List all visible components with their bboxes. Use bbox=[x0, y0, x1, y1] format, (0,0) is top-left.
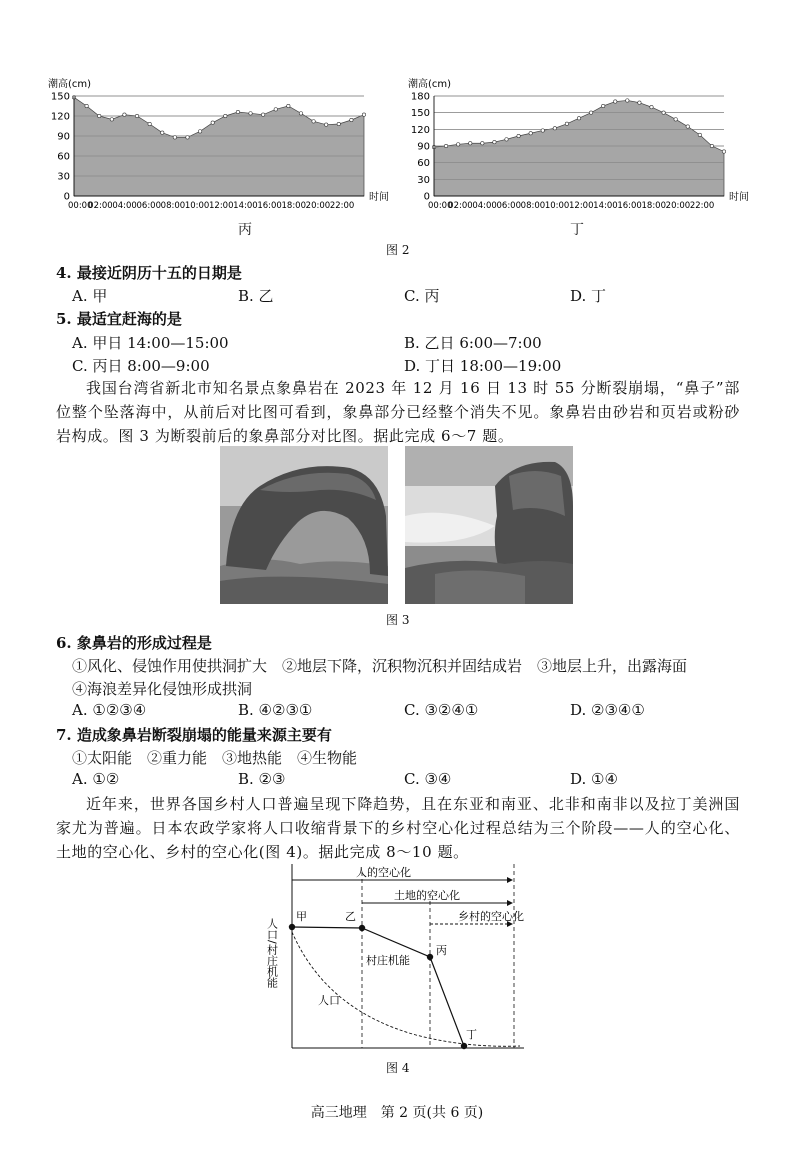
ding-point bbox=[674, 118, 677, 121]
bing-xtick: 00:00 bbox=[68, 201, 93, 211]
label-people-hollowing: 人的空心化 bbox=[356, 866, 411, 879]
ding-xtick: 00:00 bbox=[428, 201, 453, 211]
figure-2-caption: 图 2 bbox=[386, 243, 410, 257]
bing-xtick: 10:00 bbox=[184, 201, 210, 211]
bing-point bbox=[186, 136, 189, 139]
chart-label-bing: 丙 bbox=[238, 222, 252, 238]
ding-point bbox=[698, 133, 701, 136]
chart-label-ding: 丁 bbox=[570, 222, 584, 238]
ding-point bbox=[469, 142, 472, 145]
q7-option-d: D. ①④ bbox=[570, 770, 618, 788]
tide-chart-ding bbox=[400, 74, 760, 224]
ding-ytick: 150 bbox=[410, 108, 430, 120]
ding-point bbox=[481, 142, 484, 145]
photo-before-collapse bbox=[220, 446, 388, 604]
ding-point bbox=[589, 111, 592, 114]
bing-ylabel: 潮高(cm) bbox=[48, 79, 92, 90]
ding-xtick: 08:00 bbox=[520, 201, 546, 211]
bing-point bbox=[161, 131, 164, 134]
bing-xtick: 06:00 bbox=[136, 201, 161, 211]
bing-xtick: 20:00 bbox=[305, 201, 331, 211]
ding-point bbox=[722, 150, 725, 153]
bing-xlabel: 时间 bbox=[369, 192, 389, 203]
ding-point bbox=[553, 127, 556, 130]
bing-point bbox=[110, 118, 113, 121]
ding-area bbox=[434, 100, 724, 196]
ding-point bbox=[505, 138, 508, 141]
ding-point bbox=[601, 104, 604, 107]
bing-xtick: 22:00 bbox=[329, 201, 355, 211]
ding-xtick: 14:00 bbox=[593, 201, 618, 211]
ding-point bbox=[662, 111, 665, 114]
bing-point bbox=[274, 108, 277, 111]
bing-point bbox=[236, 110, 239, 113]
ding-point bbox=[710, 144, 713, 147]
q6-items-line-2: ④海浪差异化侵蚀形成拱洞 bbox=[72, 680, 253, 698]
q4-option-d: D. 丁 bbox=[570, 287, 607, 305]
ding-point bbox=[541, 129, 544, 132]
bing-point bbox=[98, 114, 101, 117]
bing-point bbox=[211, 121, 214, 124]
passage-rural-hollowing: 近年来，世界各国乡村人口普遍呈现下降趋势，且在东亚和南亚、北非和南非以及拉丁美洲国家尤为普遍。日本农政学家将人口收缩背景下的乡村空心化过程总结为三个阶段——人的空心化、土地的空心化、乡村的空心化(图 4)。据此完成 8～10 题。 bbox=[56, 795, 740, 861]
bing-area bbox=[74, 97, 364, 196]
bing-ytick: 120 bbox=[50, 111, 70, 123]
ding-xtick: 10:00 bbox=[544, 201, 570, 211]
population-curve bbox=[292, 932, 520, 1046]
bing-point bbox=[173, 136, 176, 139]
passage-elephant-rock: 我国台湾省新北市知名景点象鼻岩在 2023 年 12 月 16 日 13 时 55 分断裂崩塌，“鼻子”部位整个坠落海中，从前后对比图可看到，象鼻部分已经整个消失不见。象鼻岩由砂岩和页岩或粉砂岩构成。图 3 为断裂前后的象鼻部分对比图。据此完成 6～7 题。 bbox=[56, 379, 740, 445]
q7-items: ①太阳能 ②重力能 ③地热能 ④生物能 bbox=[72, 749, 358, 767]
ding-xtick: 04:00 bbox=[472, 201, 497, 211]
figure-3-caption: 图 3 bbox=[386, 613, 410, 627]
bing-point bbox=[337, 122, 340, 125]
q4-option-b: B. 乙 bbox=[238, 287, 274, 305]
q6-option-d: D. ②③④① bbox=[570, 701, 645, 719]
bing-point bbox=[362, 113, 365, 116]
ding-xtick: 02:00 bbox=[448, 201, 473, 211]
bing-point bbox=[299, 112, 302, 115]
point-bing bbox=[427, 954, 433, 960]
question-6-stem: 6. 象鼻岩的形成过程是 bbox=[56, 634, 212, 652]
label-jia: 甲 bbox=[296, 910, 307, 923]
q7-option-c: C. ③④ bbox=[404, 770, 452, 788]
ding-ylabel: 潮高(cm) bbox=[408, 79, 452, 90]
label-population: 人口 bbox=[318, 994, 340, 1007]
ding-xtick: 22:00 bbox=[689, 201, 715, 211]
label-bing: 丙 bbox=[436, 944, 447, 957]
bing-point bbox=[324, 123, 327, 126]
label-ding: 丁 bbox=[466, 1028, 477, 1041]
question-7-stem: 7. 造成象鼻岩断裂崩塌的能量来源主要有 bbox=[56, 726, 332, 744]
bing-point bbox=[135, 114, 138, 117]
bing-point bbox=[198, 130, 201, 133]
bing-xtick: 16:00 bbox=[257, 201, 282, 211]
bing-point bbox=[312, 120, 315, 123]
ding-xtick: 18:00 bbox=[641, 201, 666, 211]
photo-after-collapse bbox=[405, 446, 573, 604]
point-jia bbox=[289, 924, 295, 930]
q5-option-d: D. 丁日 18:00—19:00 bbox=[404, 357, 562, 375]
bing-point bbox=[249, 112, 252, 115]
ding-ytick: 180 bbox=[410, 91, 430, 103]
ding-point bbox=[650, 105, 653, 108]
bing-point bbox=[350, 118, 353, 121]
ding-point bbox=[529, 132, 532, 135]
ding-xlabel: 时间 bbox=[729, 192, 749, 203]
ding-ytick: 90 bbox=[417, 141, 430, 153]
label-yi: 乙 bbox=[345, 910, 356, 923]
ding-ytick: 0 bbox=[423, 191, 430, 203]
tide-chart-bing bbox=[40, 74, 400, 224]
bing-ytick: 0 bbox=[63, 191, 70, 203]
ding-point bbox=[565, 122, 568, 125]
point-ding bbox=[461, 1043, 467, 1049]
bing-xtick: 04:00 bbox=[112, 201, 137, 211]
q6-option-b: B. ④②③① bbox=[238, 701, 313, 719]
figure-4-caption: 图 4 bbox=[386, 1061, 410, 1075]
q5-option-a: A. 甲日 14:00—15:00 bbox=[72, 334, 229, 352]
bing-ytick: 150 bbox=[50, 91, 70, 103]
q7-option-a: A. ①② bbox=[72, 770, 120, 788]
label-village-function: 村庄机能 bbox=[366, 954, 410, 967]
ding-point bbox=[686, 125, 689, 128]
label-village-hollowing: 乡村的空心化 bbox=[458, 910, 524, 923]
q7-option-b: B. ②③ bbox=[238, 770, 286, 788]
bing-ytick: 90 bbox=[57, 131, 70, 143]
bing-point bbox=[287, 104, 290, 107]
ding-xtick: 06:00 bbox=[496, 201, 521, 211]
ding-point bbox=[517, 134, 520, 137]
ding-point bbox=[626, 99, 629, 102]
ding-ytick: 120 bbox=[410, 124, 430, 136]
q5-option-b: B. 乙日 6:00—7:00 bbox=[404, 334, 542, 352]
bing-ytick: 30 bbox=[57, 171, 70, 183]
ding-ytick: 60 bbox=[417, 158, 430, 170]
q6-items-line-1: ①风化、侵蚀作用使拱洞扩大 ②地层下降，沉积物沉积并固结成岩 ③地层上升，出露海面 bbox=[72, 657, 688, 675]
ding-point bbox=[444, 144, 447, 147]
bing-xtick: 02:00 bbox=[88, 201, 113, 211]
bing-point bbox=[224, 114, 227, 117]
ding-xtick: 20:00 bbox=[665, 201, 691, 211]
bing-point bbox=[85, 104, 88, 107]
ding-ytick: 30 bbox=[417, 174, 430, 186]
bing-xtick: 14:00 bbox=[233, 201, 258, 211]
ding-point bbox=[456, 143, 459, 146]
q6-option-c: C. ③②④① bbox=[404, 701, 479, 719]
bing-ytick: 60 bbox=[57, 151, 70, 163]
bing-point bbox=[123, 113, 126, 116]
ding-xtick: 12:00 bbox=[569, 201, 594, 211]
question-4-stem: 4. 最接近阴历十五的日期是 bbox=[56, 264, 242, 282]
question-5-stem: 5. 最适宜赶海的是 bbox=[56, 310, 182, 328]
point-yi bbox=[359, 925, 365, 931]
bing-xtick: 18:00 bbox=[281, 201, 306, 211]
bing-xtick: 12:00 bbox=[209, 201, 234, 211]
label-y-axis: 人口/村庄机能 bbox=[266, 918, 279, 988]
q4-option-c: C. 丙 bbox=[404, 287, 440, 305]
ding-xtick: 16:00 bbox=[617, 201, 642, 211]
bing-point bbox=[261, 113, 264, 116]
ding-point bbox=[577, 117, 580, 120]
ding-point bbox=[493, 140, 496, 143]
rural-hollowing-diagram bbox=[266, 860, 530, 1056]
q5-option-c: C. 丙日 8:00—9:00 bbox=[72, 357, 210, 375]
q4-option-a: A. 甲 bbox=[72, 287, 108, 305]
bing-xtick: 08:00 bbox=[160, 201, 186, 211]
page-footer: 高三地理 第 2 页(共 6 页) bbox=[310, 1105, 484, 1121]
bing-point bbox=[148, 122, 151, 125]
label-land-hollowing: 土地的空心化 bbox=[394, 889, 460, 902]
ding-point bbox=[638, 101, 641, 104]
ding-point bbox=[614, 100, 617, 103]
q6-option-a: A. ①②③④ bbox=[72, 701, 147, 719]
